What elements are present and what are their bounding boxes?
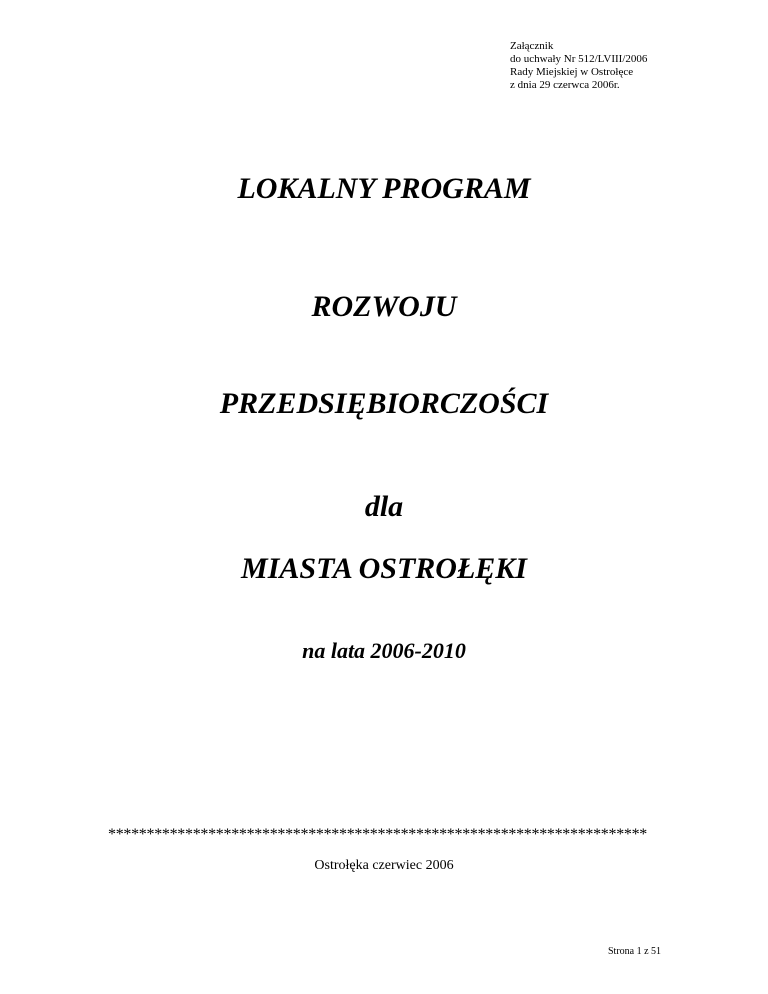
annex-line: Załącznik: [510, 40, 554, 52]
place-date: Ostrołęka czerwiec 2006: [314, 858, 454, 873]
title-line-for: dla: [364, 490, 404, 523]
annex-line: z dnia 29 czerwca 2006r.: [510, 79, 620, 91]
annex-line: do uchwały Nr 512/LVIII/2006: [510, 53, 648, 65]
page-number: Strona 1 z 51: [608, 946, 662, 957]
annex-note: [510, 40, 647, 92]
annex-line: Rady Miejskiej w Ostrołęce: [510, 66, 634, 78]
title-line-program: LOKALNY PROGRAM: [237, 172, 531, 205]
separator-stars: **********************************************************************: [108, 826, 648, 843]
title-line-entrepreneurship: PRZEDSIĘBIORCZOŚCI: [219, 387, 549, 420]
title-line-years: na lata 2006-2010: [302, 638, 466, 663]
title-line-city: MIASTA OSTROŁĘKI: [241, 552, 527, 585]
title-line-development: ROZWOJU: [311, 290, 457, 323]
